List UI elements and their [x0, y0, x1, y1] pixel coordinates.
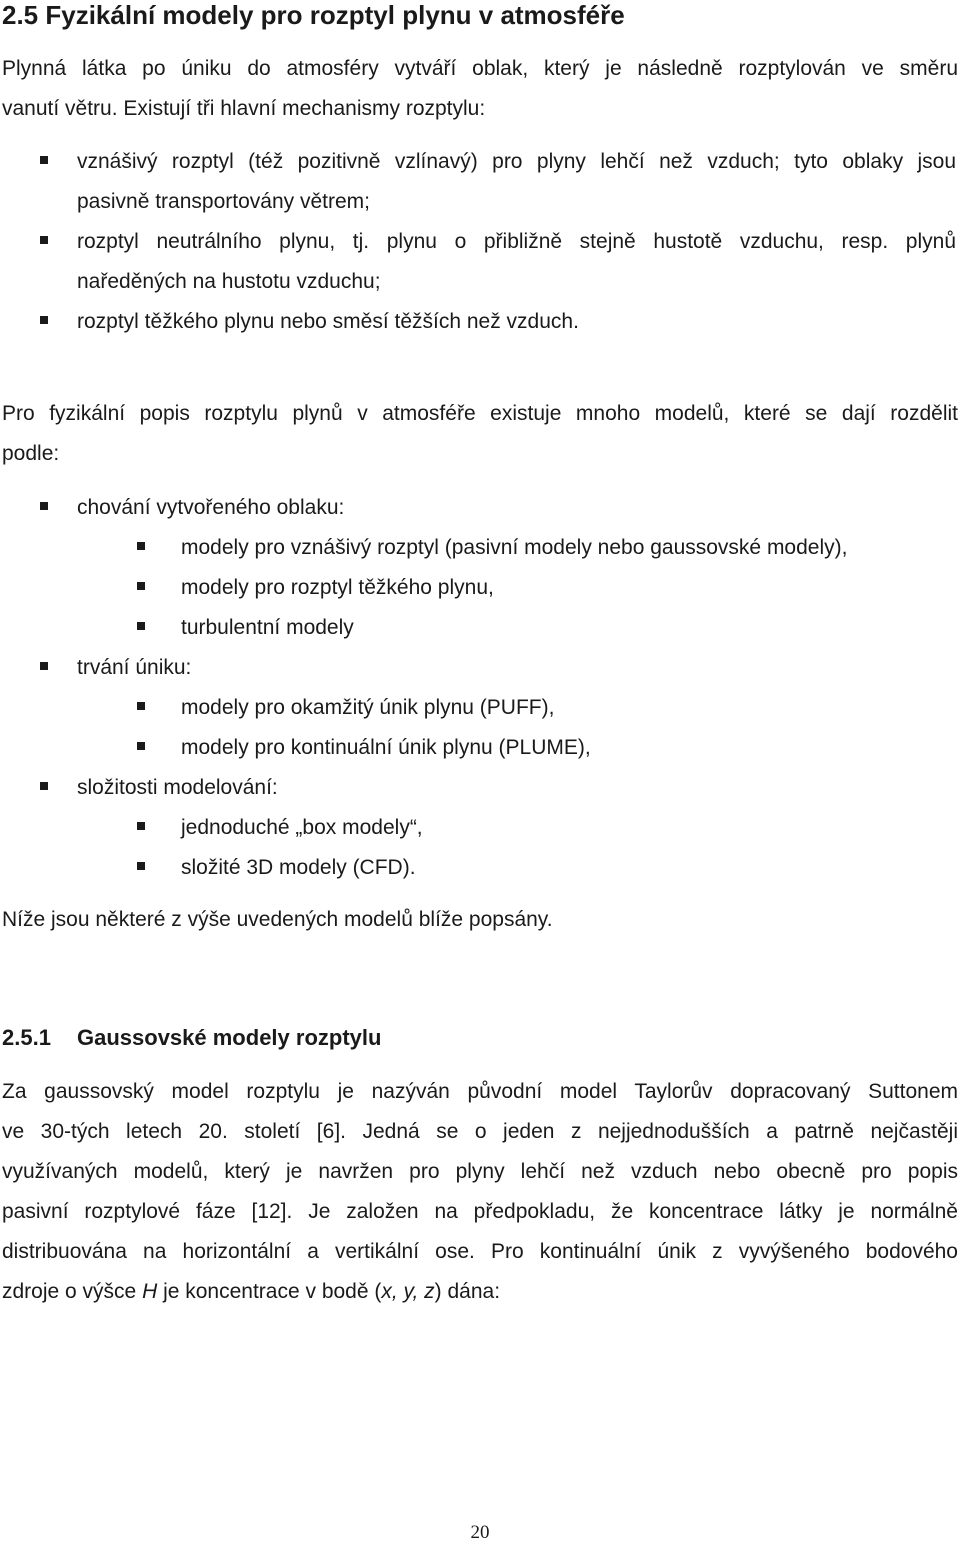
criterion-1-item-2: modely pro rozptyl těžkého plynu, [181, 576, 494, 599]
para3-text: zdroje o výšce [2, 1280, 143, 1303]
criterion-2-item-1: modely pro okamžitý únik plynu (PUFF), [181, 696, 555, 719]
mechanism-item-3: rozptyl těžkého plynu nebo směsí těžších než vzduch. [77, 310, 579, 333]
sub-bullet-icon [137, 742, 145, 750]
mechanism-item-2-line-1: rozptyl neutrálního plynu, tj. plynu o přibližně stejně hustotě vzduchu, resp. plynů [77, 230, 956, 253]
closing-sentence: Níže jsou některé z výše uvedených modelů blíže popsány. [2, 908, 553, 931]
criterion-label-2: trvání úniku: [77, 656, 192, 679]
sub-bullet-icon [137, 622, 145, 630]
criterion-1-item-3: turbulentní modely [181, 616, 354, 639]
para3-line-6 [2, 1279, 500, 1305]
subsection-heading [2, 1024, 381, 1052]
para3-line-4: pasivní rozptylové fáze [12]. Je založen na předpokladu, že koncentrace látky je normálně [2, 1200, 958, 1223]
para3-line-3: využívaných modelů, který je navržen pro plyny lehčí než vzduch nebo obecně pro popis [2, 1160, 958, 1183]
subsection-title: Gaussovské modely rozptylu [77, 1025, 382, 1050]
bullet-icon [40, 316, 48, 324]
sub-bullet-icon [137, 582, 145, 590]
variable-h: H [142, 1280, 158, 1303]
para3-text: ) dána: [434, 1280, 501, 1303]
sub-bullet-icon [137, 862, 145, 870]
variable-xyz: x, y, z [381, 1280, 435, 1303]
criterion-1-item-1: modely pro vznášivý rozptyl (pasivní modely nebo gaussovské modely), [181, 536, 848, 559]
para3-line-1: Za gaussovský model rozptylu je nazýván původní model Taylorův dopracovaný Suttonem [2, 1080, 958, 1103]
para3-line-2: ve 30-tých letech 20. století [6]. Jedná se o jeden z nejjednodušších a patrně nejčastěji [2, 1120, 958, 1143]
bullet-icon [40, 502, 48, 510]
page-number: 20 [470, 1522, 490, 1543]
sub-bullet-icon [137, 702, 145, 710]
bullet-icon [40, 156, 48, 164]
mechanism-item-1-line-2: pasivně transportovány větrem; [77, 190, 370, 213]
criterion-label-3: složitosti modelování: [77, 776, 278, 799]
intro-line-1: Plynná látka po úniku do atmosféry vytváří oblak, který je následně rozptylován ve směru [2, 57, 958, 80]
mechanism-item-1-line-1: vznášivý rozptyl (též pozitivně vzlínavý) pro plyny lehčí než vzduch; tyto oblaky jsou [77, 150, 956, 173]
para2-line-1: Pro fyzikální popis rozptylu plynů v atmosféře existuje mnoho modelů, které se dají rozdělit [2, 402, 958, 425]
para2-line-2: podle: [2, 442, 60, 465]
criterion-label-1: chování vytvořeného oblaku: [77, 496, 345, 519]
section-heading: 2.5 Fyzikální modely pro rozptyl plynu v atmosféře [2, 0, 625, 30]
intro-line-2: vanutí větru. Existují tři hlavní mechanismy rozptylu: [2, 97, 486, 120]
sub-bullet-icon [137, 822, 145, 830]
sub-bullet-icon [137, 542, 145, 550]
bullet-icon [40, 662, 48, 670]
criterion-2-item-2: modely pro kontinuální únik plynu (PLUME), [181, 736, 591, 759]
mechanism-item-2-line-2: naředěných na hustotu vzduchu; [77, 270, 381, 293]
para3-text: je koncentrace v bodě ( [157, 1280, 382, 1303]
bullet-icon [40, 782, 48, 790]
criterion-3-item-1: jednoduché „box modely“, [181, 816, 423, 839]
para3-line-5: distribuována na horizontální a vertikální ose. Pro kontinuální únik z vyvýšeného bodového [2, 1240, 958, 1263]
bullet-icon [40, 236, 48, 244]
subsection-number: 2.5.1 [2, 1025, 51, 1050]
criterion-3-item-2: složité 3D modely (CFD). [181, 856, 416, 879]
